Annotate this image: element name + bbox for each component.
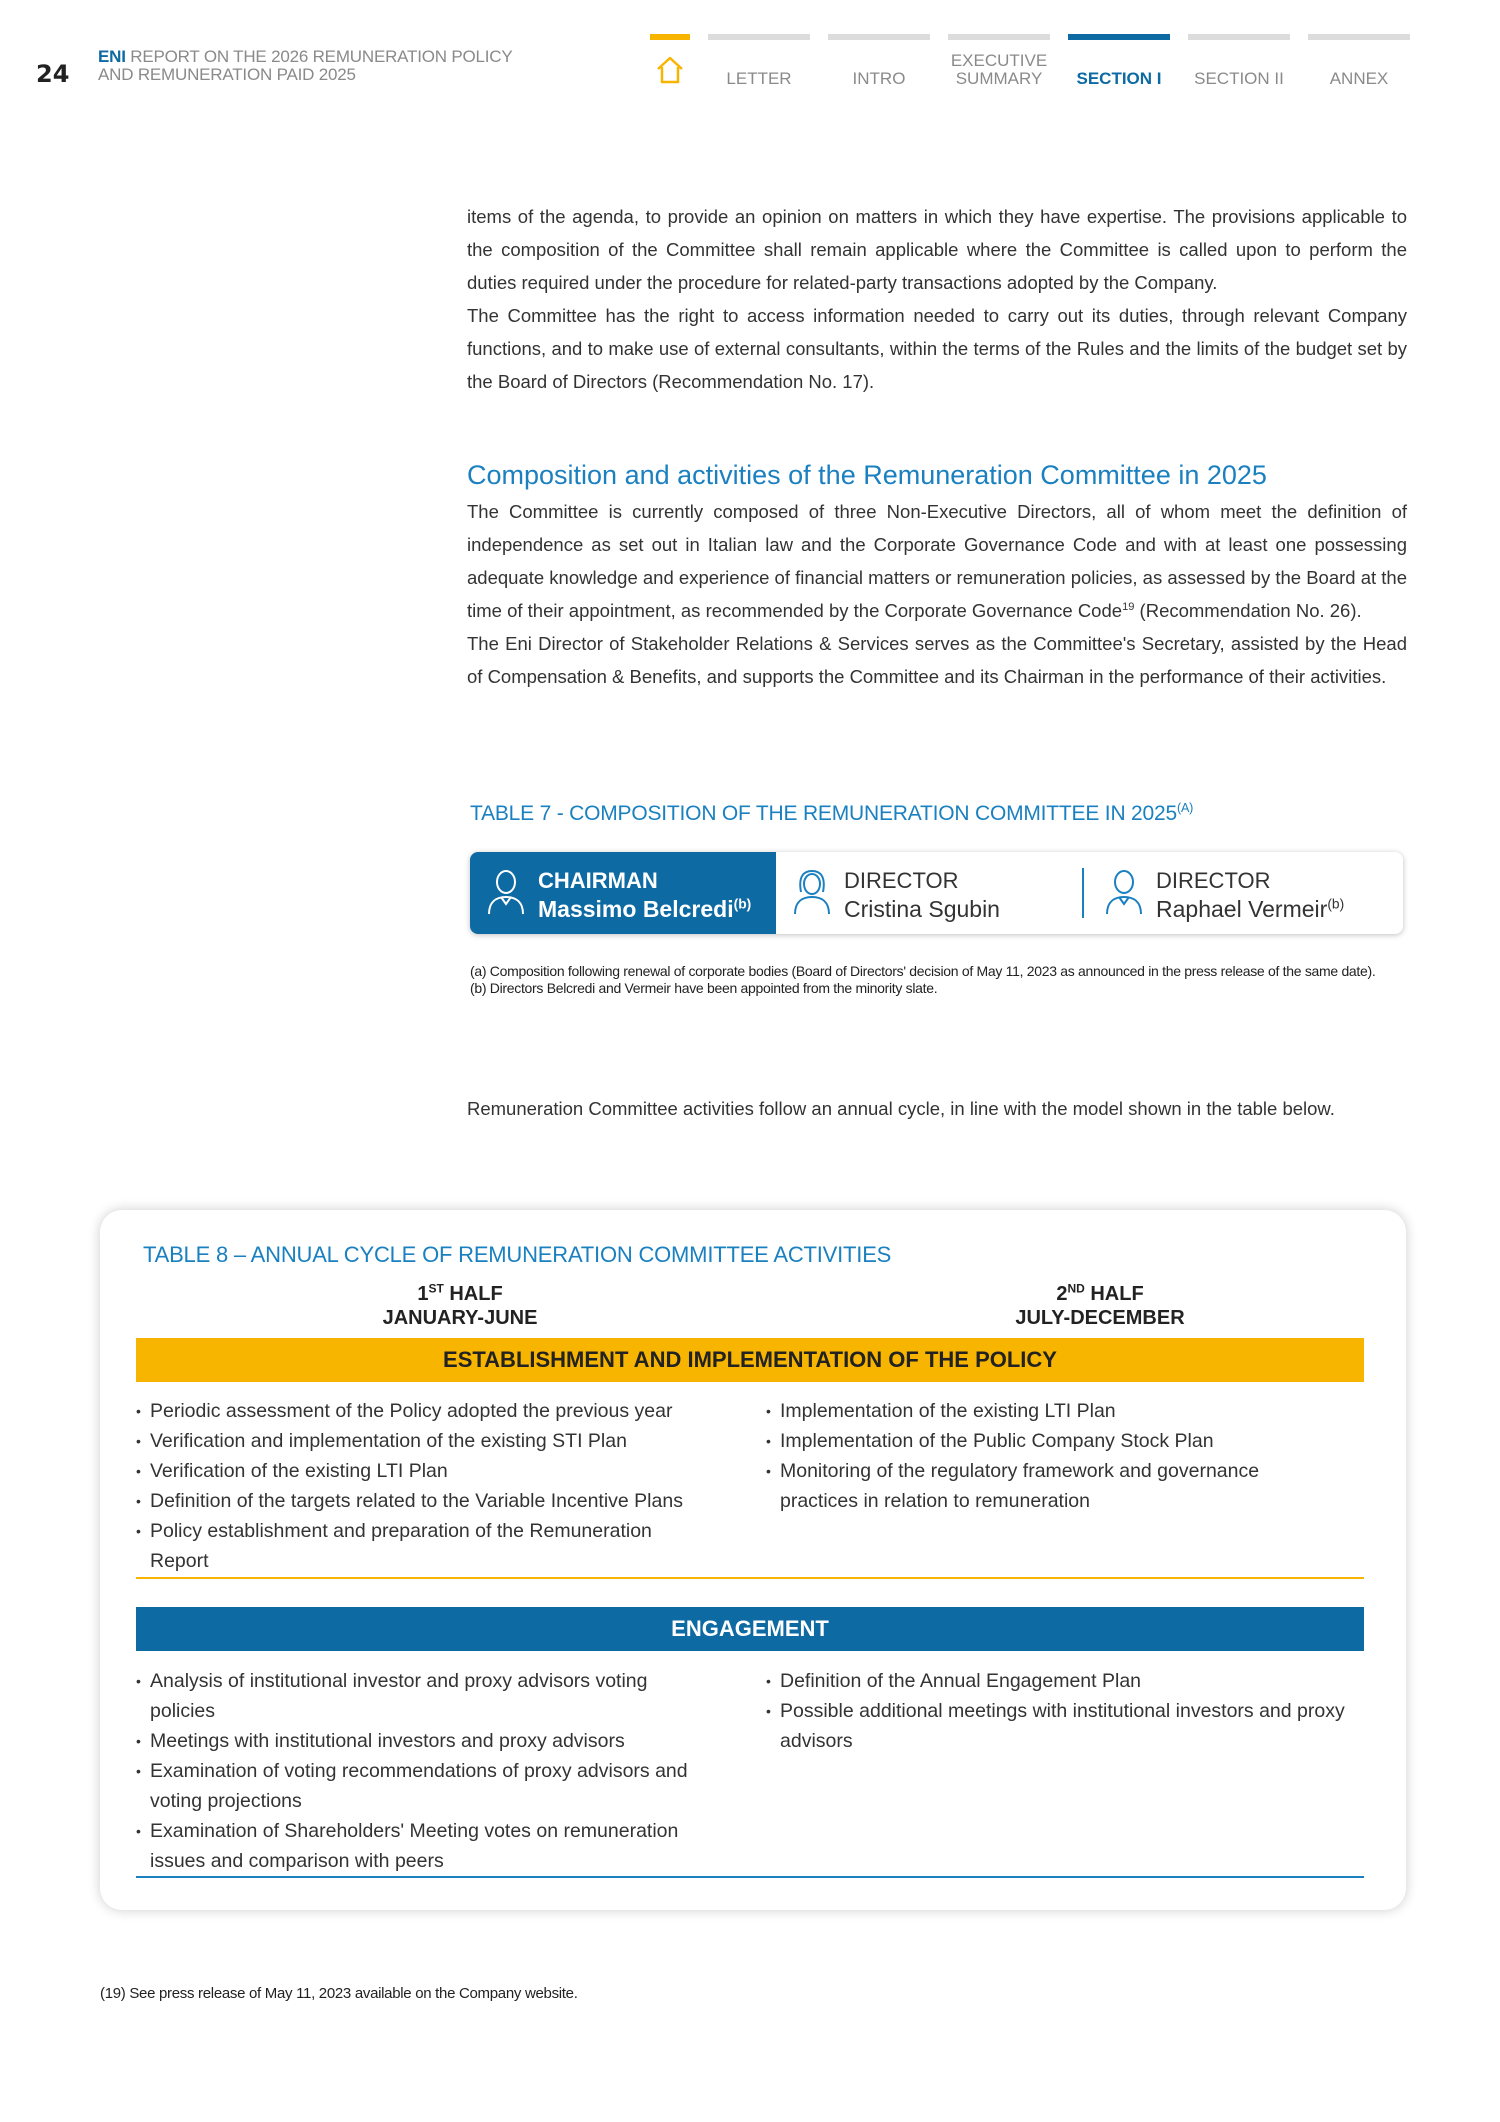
male-person-icon xyxy=(486,868,526,916)
table7-notes xyxy=(470,963,1405,997)
nav-letter-bar xyxy=(708,34,810,40)
composition-paragraph-1-text: The Committee is currently composed of three Non-Executive Directors, all of whom meet the definition of independence as set out in Italian law and the Corporate Governance Code and with at least one possessing adequate knowledge and experience of financial matters or remuneration policies, as assessed by the Board at the time of their appointment, as recommended by the Corporate Governance Code xyxy=(467,501,1407,621)
nav-section-1-label: SECTION I xyxy=(1076,69,1162,88)
second-half-label: HALF xyxy=(1084,1283,1144,1305)
list-item: • Possible additional meetings with institutional investors and proxy advisors xyxy=(766,1696,1356,1756)
annual-cycle-table xyxy=(100,1210,1406,1910)
policy-second-half-list xyxy=(766,1396,1356,1516)
nav-annex-label: ANNEX xyxy=(1329,69,1389,88)
report-title xyxy=(98,48,513,84)
table7-title xyxy=(470,802,1193,826)
section-heading: Composition and activities of the Remuneration Committee in 2025 xyxy=(467,460,1267,490)
member-note-ref: (b) xyxy=(733,896,752,912)
report-title-line1: REPORT ON THE 2026 REMUNERATION POLICY xyxy=(130,47,513,66)
committee-composition-table xyxy=(470,852,1403,934)
policy-band: ESTABLISHMENT AND IMPLEMENTATION OF THE POLICY xyxy=(136,1338,1364,1382)
member-name: Cristina Sgubin xyxy=(844,896,1000,922)
nav-annex-bar xyxy=(1308,34,1410,40)
male-person-icon xyxy=(1104,868,1144,916)
list-item: • Examination of voting recommendations of proxy advisors and voting projections xyxy=(136,1756,716,1816)
table7-note-a: (a) Composition following renewal of corporate bodies (Board of Directors' decision of May 11, 2023 as announced in the press release of the same date). xyxy=(470,963,1376,979)
list-item: • Verification of the existing LTI Plan xyxy=(136,1456,756,1486)
nav-executive-summary-bar xyxy=(948,34,1050,40)
committee-member-chairman xyxy=(470,852,776,934)
member-name-text: Raphael Vermeir xyxy=(1156,896,1328,922)
intro-paragraph-1: items of the agenda, to provide an opinion on matters in which they have expertise. The provisions applicable to the composition of the Committee shall remain applicable where the Committee is called upon to perform the duties required under the procedure for related-party transactions adopted by the Company. xyxy=(467,206,1407,293)
list-item: • Examination of Shareholders' Meeting votes on remuneration issues and comparison with peers xyxy=(136,1816,736,1876)
nav-section-1[interactable] xyxy=(1068,34,1170,94)
first-half-header xyxy=(330,1282,590,1330)
brand-name: ENI xyxy=(98,47,126,66)
second-half-period: JULY-DECEMBER xyxy=(1015,1307,1185,1329)
nav-executive-summary-line2: SUMMARY xyxy=(955,69,1043,88)
list-item: • Periodic assessment of the Policy adopted the previous year xyxy=(136,1396,756,1426)
table7-title-note-ref: (A) xyxy=(1176,801,1194,815)
nav-intro[interactable] xyxy=(828,34,930,94)
nav-home-bar xyxy=(650,34,690,40)
footnote-19: (19) See press release of May 11, 2023 available on the Company website. xyxy=(100,1985,578,2002)
report-title-line2: AND REMUNERATION PAID 2025 xyxy=(98,65,356,84)
annual-cycle-text xyxy=(467,1092,1407,1125)
nav-home[interactable] xyxy=(650,34,690,94)
first-half-ordinal: ST xyxy=(428,1281,444,1296)
intro-paragraph-2: The Committee has the right to access information needed to carry out its duties, through relevant Company functions, and to make use of external consultants, within the terms of the Rules and the limits of the budget set by the Board of Directors (Recommendation No. 17). xyxy=(467,305,1407,392)
member-role: DIRECTOR xyxy=(1156,868,1271,893)
table7-title-text: TABLE 7 - COMPOSITION OF THE REMUNERATION COMMITTEE IN 2025 xyxy=(470,802,1177,825)
composition-paragraph-1-end: (Recommendation No. 26). xyxy=(1134,600,1362,621)
footnote-ref-19[interactable]: 19 xyxy=(1122,600,1135,613)
composition-paragraph-1 xyxy=(467,495,1407,627)
list-item: • Definition of the targets related to the Variable Incentive Plans xyxy=(136,1486,756,1516)
committee-member-director-1 xyxy=(776,852,1082,934)
member-name xyxy=(538,896,751,923)
first-half-label: HALF xyxy=(443,1283,503,1305)
female-person-icon xyxy=(792,868,832,916)
intro-text xyxy=(467,200,1407,398)
nav-section-2[interactable] xyxy=(1188,34,1290,94)
member-role: DIRECTOR xyxy=(844,868,959,893)
list-item: • Implementation of the Public Company Stock Plan xyxy=(766,1426,1356,1456)
nav-intro-label: INTRO xyxy=(852,69,906,88)
annual-cycle-paragraph: Remuneration Committee activities follow an annual cycle, in line with the model shown in the table below. xyxy=(467,1098,1335,1119)
page-number: 24 xyxy=(36,60,70,88)
policy-first-half-list xyxy=(136,1396,756,1576)
list-item: • Meetings with institutional investors and proxy advisors xyxy=(136,1726,736,1756)
nav-letter[interactable] xyxy=(708,34,810,94)
nav-executive-summary-label xyxy=(948,52,1050,88)
section-navigation xyxy=(650,34,1410,94)
second-half-header xyxy=(940,1282,1260,1330)
list-item: • Policy establishment and preparation of the Remuneration Report xyxy=(136,1516,696,1576)
table8-title: TABLE 8 – ANNUAL CYCLE OF REMUNERATION COMMITTEE ACTIVITIES xyxy=(143,1242,892,1267)
engagement-divider xyxy=(136,1876,1364,1878)
member-name xyxy=(1156,896,1344,923)
committee-member-director-2 xyxy=(1082,852,1403,934)
nav-section-2-label: SECTION II xyxy=(1194,69,1284,88)
second-half-number: 2 xyxy=(1056,1283,1068,1305)
composition-text xyxy=(467,495,1407,693)
nav-section-2-bar xyxy=(1188,34,1290,40)
nav-annex[interactable] xyxy=(1308,34,1410,94)
member-role: CHAIRMAN xyxy=(538,868,658,893)
nav-section-1-bar xyxy=(1068,34,1170,40)
list-item: • Analysis of institutional investor and proxy advisors voting policies xyxy=(136,1666,716,1726)
member-note-ref: (b) xyxy=(1327,896,1345,912)
engagement-second-half-list xyxy=(766,1666,1356,1756)
list-item: • Implementation of the existing LTI Plan xyxy=(766,1396,1356,1426)
first-half-number: 1 xyxy=(417,1283,429,1305)
first-half-period: JANUARY-JUNE xyxy=(382,1307,538,1329)
nav-intro-bar xyxy=(828,34,930,40)
member-name-text: Massimo Belcredi xyxy=(538,896,734,922)
list-item: • Verification and implementation of the existing STI Plan xyxy=(136,1426,756,1456)
second-half-ordinal: ND xyxy=(1067,1281,1085,1296)
list-item: • Monitoring of the regulatory framework and governance practices in relation to remuneration xyxy=(766,1456,1326,1516)
list-item: • Definition of the Annual Engagement Plan xyxy=(766,1666,1356,1696)
policy-divider xyxy=(136,1577,1364,1579)
engagement-first-half-list xyxy=(136,1666,736,1876)
engagement-band: ENGAGEMENT xyxy=(136,1607,1364,1651)
table7-note-b: (b) Directors Belcredi and Vermeir have been appointed from the minority slate. xyxy=(470,980,938,996)
composition-paragraph-2: The Eni Director of Stakeholder Relations & Services serves as the Committee's Secretary, assisted by the Head of Compensation & Benefits, and supports the Committee and its Chairman in the performance of their activities. xyxy=(467,633,1407,687)
nav-letter-label: LETTER xyxy=(726,69,792,88)
home-icon xyxy=(654,54,686,86)
nav-executive-summary-line1: EXECUTIVE xyxy=(950,51,1048,70)
nav-executive-summary[interactable] xyxy=(948,34,1050,94)
